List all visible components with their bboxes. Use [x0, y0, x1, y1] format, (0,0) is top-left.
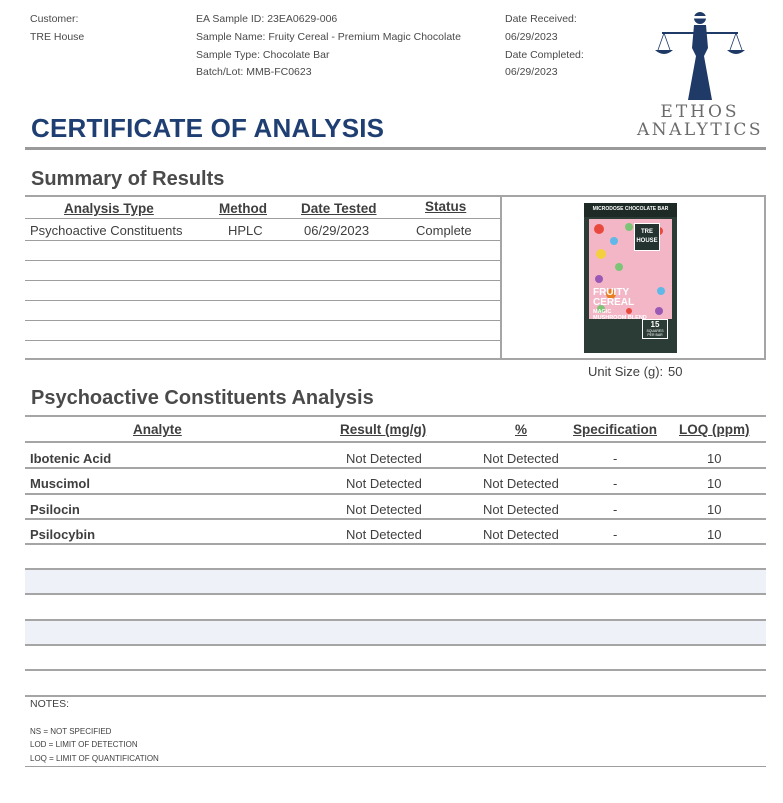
product-subtitle-line1: MAGIC — [593, 309, 612, 315]
analysis-empty-rule — [25, 593, 766, 595]
customer-label: Customer: — [30, 13, 79, 25]
customer-value: TRE House — [30, 31, 85, 43]
summary-row-rule — [25, 260, 501, 261]
summary-heading: Summary of Results — [31, 168, 225, 190]
summary-row-status: Complete — [416, 223, 472, 238]
summary-right-border — [764, 195, 766, 360]
product-count: 15 — [650, 320, 660, 329]
date-completed-label: Date Completed: — [505, 49, 584, 61]
sample-id: EA Sample ID: 23EA0629-006 — [196, 13, 338, 25]
notes-label: NOTES: — [30, 698, 70, 710]
unit-size-value: 50 — [668, 364, 683, 379]
summary-col-analysis-type: Analysis Type — [64, 201, 154, 216]
analysis-col-analyte: Analyte — [133, 422, 182, 437]
analyte-loq: 10 — [707, 451, 722, 466]
analyte-specification: - — [613, 502, 618, 517]
product-top-text: MICRODOSE CHOCOLATE BAR — [592, 206, 669, 212]
analyte-percent: Not Detected — [483, 451, 559, 466]
note-item: LOQ = LIMIT OF QUANTIFICATION — [30, 754, 159, 763]
summary-header-rule — [25, 218, 501, 219]
analyte-name: Muscimol — [30, 476, 90, 491]
date-received-label: Date Received: — [505, 13, 577, 25]
analysis-row-rule — [25, 543, 766, 545]
logo-line1: ETHOS — [660, 102, 740, 122]
batch-lot: Batch/Lot: MMB-FC0623 — [196, 66, 312, 78]
analyte-result: Not Detected — [346, 527, 422, 542]
analysis-col-result: Result (mg/g) — [340, 422, 427, 437]
analyte-loq: 10 — [707, 476, 722, 491]
analyte-loq: 10 — [707, 502, 722, 517]
sample-name: Sample Name: Fruity Cereal - Premium Magic Chocolate — [196, 31, 461, 43]
product-count-box — [642, 319, 668, 339]
analyte-specification: - — [613, 451, 618, 466]
note-item: LOD = LIMIT OF DETECTION — [30, 740, 138, 749]
analyte-name: Psilocybin — [30, 527, 96, 542]
summary-row-rule — [25, 300, 501, 301]
analysis-empty-rule — [25, 669, 766, 671]
summary-bottom-rule — [25, 358, 766, 360]
date-received-value: 06/29/2023 — [505, 31, 558, 43]
analysis-empty-row — [25, 621, 766, 644]
analyte-percent: Not Detected — [483, 527, 559, 542]
logo-line2: ANALYTICS — [636, 120, 764, 140]
analysis-row-rule — [25, 467, 766, 469]
analyte-percent: Not Detected — [483, 476, 559, 491]
product-name-line1: FRUITY — [593, 287, 630, 298]
ethos-analytics-logo — [636, 8, 764, 143]
product-image — [584, 203, 677, 353]
sample-type: Sample Type: Chocolate Bar — [196, 49, 330, 61]
analyte-percent: Not Detected — [483, 502, 559, 517]
analysis-bottom-rule — [25, 695, 766, 697]
summary-row-rule — [25, 280, 501, 281]
summary-row-analysis-type: Psychoactive Constituents — [30, 223, 183, 238]
analyte-result: Not Detected — [346, 476, 422, 491]
summary-divider — [500, 195, 502, 360]
analyte-name: Ibotenic Acid — [30, 451, 112, 466]
product-brand: TRE HOUSE — [634, 223, 660, 251]
analyte-result: Not Detected — [346, 451, 422, 466]
summary-col-status: Status — [425, 199, 467, 214]
unit-size-label: Unit Size (g): — [588, 364, 664, 379]
analysis-col-percent: % — [515, 422, 528, 437]
analyte-name: Psilocin — [30, 502, 80, 517]
analysis-top-rule — [25, 415, 766, 417]
summary-row-date-tested: 06/29/2023 — [304, 223, 370, 238]
analysis-heading: Psychoactive Constituents Analysis — [31, 387, 374, 409]
analyte-specification: - — [613, 527, 618, 542]
summary-row-method: HPLC — [228, 223, 263, 238]
scales-of-justice-figure-icon — [640, 8, 760, 103]
product-subtitle-line2: MUSHROOM BLEND — [593, 315, 647, 321]
analysis-col-loq: LOQ (ppm) — [679, 422, 750, 437]
analyte-result: Not Detected — [346, 502, 422, 517]
summary-col-date-tested: Date Tested — [301, 201, 377, 216]
analyte-specification: - — [613, 476, 618, 491]
summary-row-rule — [25, 240, 501, 241]
note-item: NS = NOT SPECIFIED — [30, 727, 112, 736]
date-completed-value: 06/29/2023 — [505, 66, 558, 78]
analysis-row-rule — [25, 493, 766, 495]
summary-top-rule — [25, 195, 766, 197]
notes-bottom-rule — [25, 766, 766, 767]
analysis-header-rule — [25, 441, 766, 443]
analysis-empty-row — [25, 570, 766, 593]
summary-row-rule — [25, 320, 501, 321]
title-divider — [25, 147, 766, 150]
analyte-loq: 10 — [707, 527, 722, 542]
analysis-col-specification: Specification — [573, 422, 658, 437]
summary-row-rule — [25, 340, 501, 341]
analysis-row-rule — [25, 518, 766, 520]
summary-col-method: Method — [219, 201, 267, 216]
product-count-label: SQUARES PER BAR — [646, 329, 664, 337]
analysis-empty-rule — [25, 644, 766, 646]
page-title: CERTIFICATE OF ANALYSIS — [31, 113, 385, 143]
product-name-line2: CEREAL — [593, 297, 635, 308]
